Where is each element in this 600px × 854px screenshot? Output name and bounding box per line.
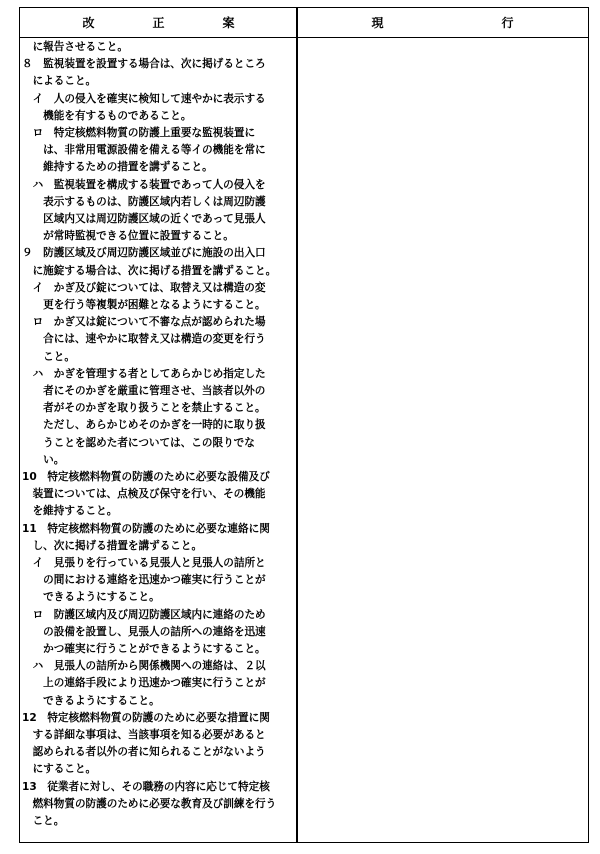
text-line: 表示するものは、防護区域内若しくは周辺防護 (22, 195, 266, 208)
text-line: に報告させること。 (22, 41, 128, 53)
header-current-char-2: 行 (501, 15, 514, 30)
text-line: イ 人の侵入を確実に検知して速やかに表示する (22, 92, 266, 105)
comparison-table (19, 7, 589, 843)
text-line: 者にそのかぎを厳重に管理させ、当該者以外の (22, 385, 266, 397)
text-line: 機能を有するものであること。 (22, 109, 192, 122)
text-line: 13 従業者に対し、その職務の内容に応じて特定核 (22, 780, 270, 793)
text-line: ハ 見張人の詰所から関係機関への連絡は、２以 (22, 660, 266, 673)
text-line: できるようにすること。 (22, 591, 160, 604)
text-line: 10 特定核燃料物質の防護のために必要な設備及び (22, 471, 270, 483)
text-line: ハ かぎを管理する者としてあらかじめ指定した (22, 367, 266, 380)
text-line: 認められる者以外の者に知られることがないよう (22, 746, 266, 759)
text-line: が常時監視できる位置に設置すること。 (22, 230, 234, 243)
header-current-column (297, 8, 588, 36)
text-line: ロ かぎ又は錠について不審な点が認められた場 (22, 316, 266, 329)
text-line: 燃料物質の防護のために必要な教育及び訓練を行う (22, 797, 277, 810)
column-divider (296, 8, 298, 842)
text-line: イ 見張りを行っている見張人と見張人の詰所と (22, 557, 266, 569)
text-line: する詳細な事項は、当該事項を知る必要があると (22, 729, 266, 741)
text-line: ハ 監視装置を構成する装置であって人の侵入を (22, 178, 266, 191)
text-line: し、次に掲げる措置を講ずること。 (22, 539, 203, 552)
text-line: こと。 (22, 350, 75, 363)
text-line: の設備を設置し、見張人の詰所への連絡を迅速 (22, 625, 266, 638)
text-line: 装置については、点検及び保守を行い、その機能 (22, 488, 266, 501)
text-line: かつ確実に行うことができるようにすること。 (22, 643, 266, 655)
text-line: ９ 防護区域及び周辺防護区域並びに施設の出入口 (22, 247, 266, 260)
text-line: 区域内又は周辺防護区域の近くであって見張人 (22, 213, 266, 225)
text-line: によること。 (22, 75, 97, 88)
header-current-char-1: 現 (371, 15, 384, 30)
text-line: 11 特定核燃料物質の防護のために必要な連絡に関 (22, 522, 270, 535)
text-line: こと。 (22, 815, 65, 827)
text-line: ８ 監視装置を設置する場合は、次に掲げるところ (22, 58, 266, 71)
text-line: できるようにすること。 (22, 694, 160, 707)
text-line: ロ 特定核燃料物質の防護上重要な監視装置に (22, 127, 256, 139)
text-line: の間における連絡を迅速かつ確実に行うことが (22, 574, 266, 587)
header-revision-char-1: 改 (82, 15, 95, 30)
text-line: 上の連絡手段により迅速かつ確実に行うことが (22, 677, 266, 690)
text-line: 合には、速やかに取替え又は構造の変更を行う (22, 333, 266, 346)
text-line: 維持するための措置を講ずること。 (22, 161, 213, 174)
text-line: ロ 防護区域内及び周辺防護区域内に連絡のため (22, 608, 266, 621)
text-line: を維持すること。 (22, 505, 118, 518)
header-revision-char-2: 正 (152, 15, 165, 30)
table-header (20, 8, 588, 38)
header-revision-column (20, 8, 297, 36)
text-line: は、非常用電源設備を備える等イの機能を常に (22, 144, 266, 157)
text-line: に施錠する場合は、次に掲げる措置を講ずること。 (22, 264, 277, 277)
text-line: にすること。 (22, 763, 97, 776)
text-line: 12 特定核燃料物質の防護のために必要な措置に関 (22, 711, 270, 724)
header-revision-char-3: 案 (222, 15, 235, 30)
text-line: うことを認めた者については、この限りでな (22, 436, 255, 449)
text-line: 者がそのかぎを取り扱うことを禁止すること。 (22, 402, 266, 415)
text-line: い。 (22, 453, 65, 466)
text-line: ただし、あらかじめそのかぎを一時的に取り扱 (22, 419, 266, 432)
text-line: 更を行う等複製が困難となるようにすること。 (22, 299, 266, 311)
text-line: イ かぎ及び錠については、取替え又は構造の変 (22, 281, 266, 294)
